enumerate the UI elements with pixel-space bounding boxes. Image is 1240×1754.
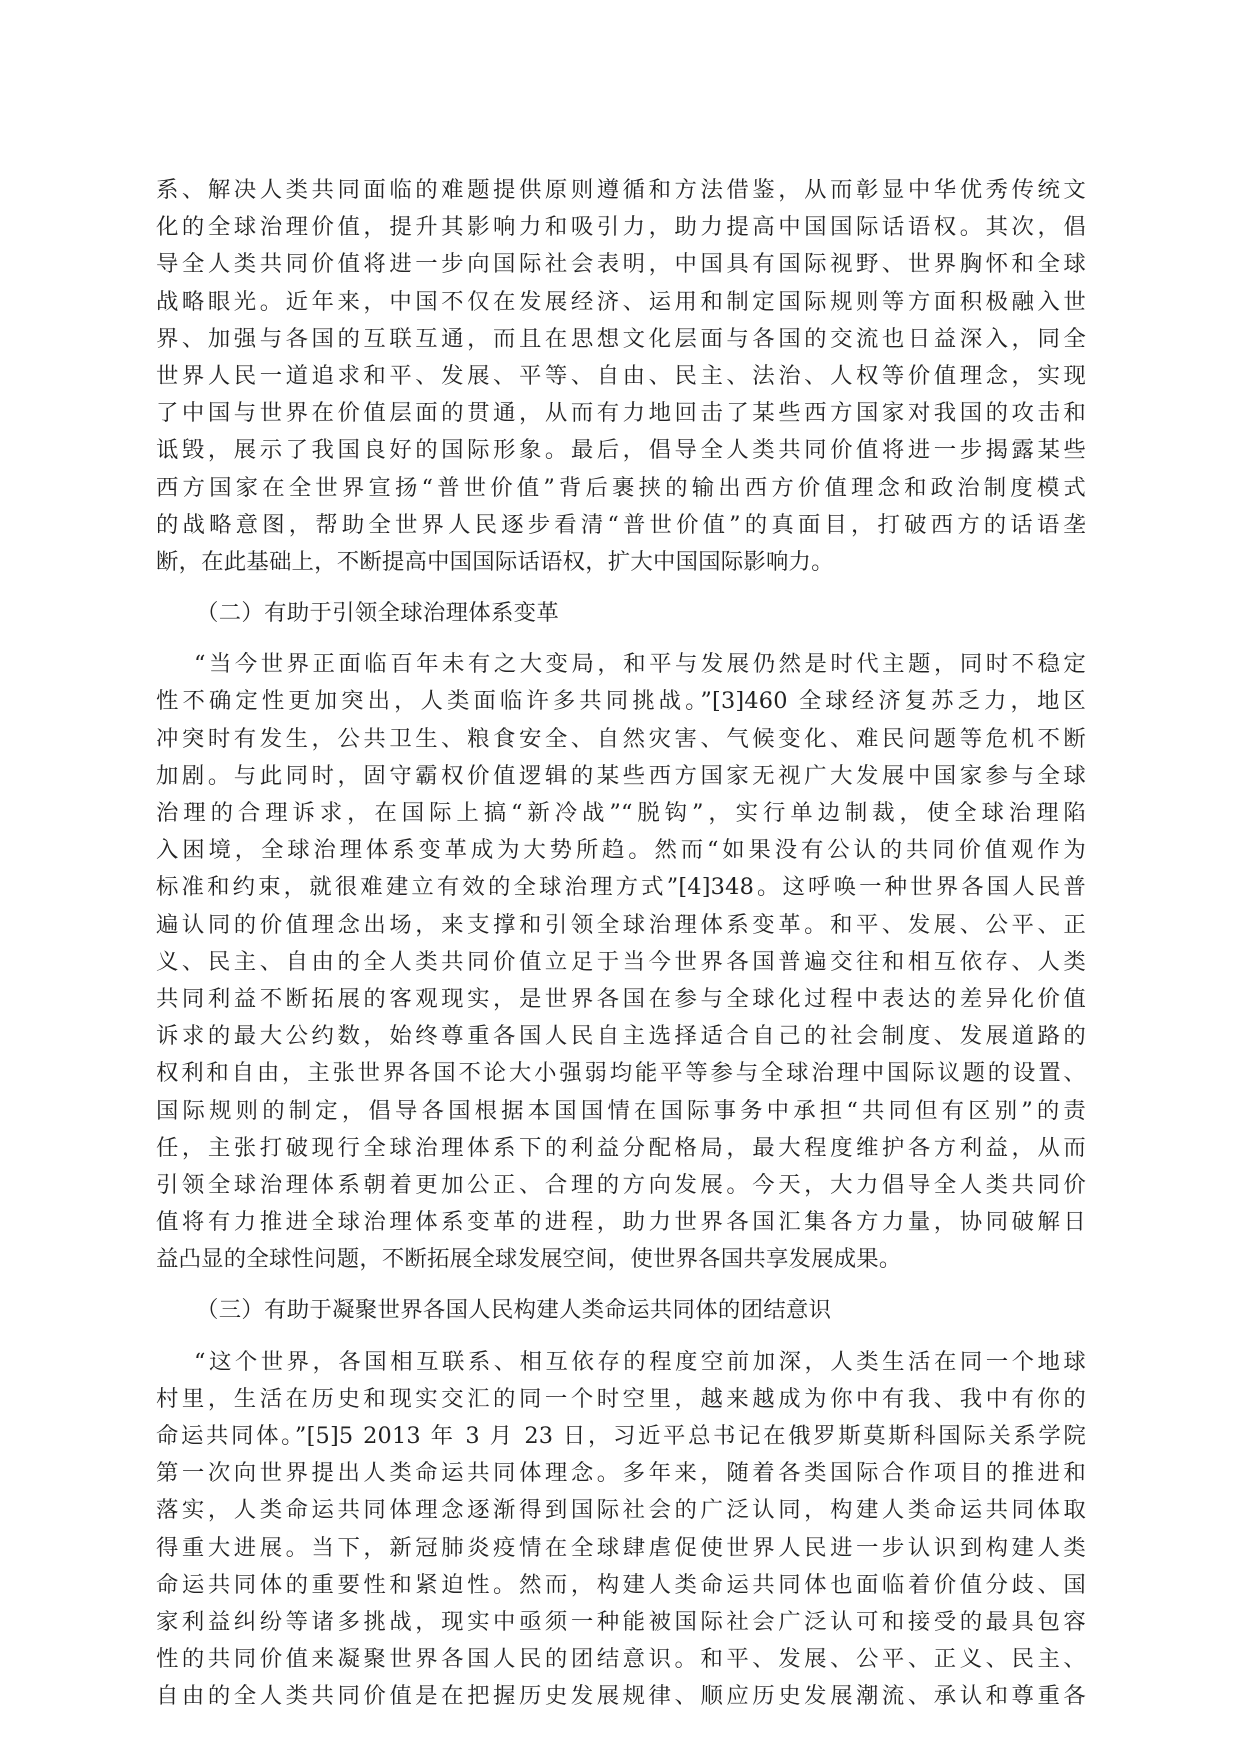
text-line: 了中国与世界在价值层面的贯通，从而有力地回击了某些西方国家对我国的攻击和 bbox=[156, 400, 1086, 427]
text-line: “这个世界，各国相互联系、相互依存的程度空前加深，人类生活在同一个地球 bbox=[194, 1348, 1086, 1375]
text-line: 命运共同体。”[5]5 2013 年 3 月 23 日，习近平总书记在俄罗斯莫斯科国际关系学院 bbox=[156, 1423, 1086, 1449]
text-line: 义、民主、自由的全人类共同价值立足于当今世界各国普遍交往和相互依存、人类 bbox=[156, 948, 1086, 975]
section-heading-2: （二）有助于引领全球治理体系变革 bbox=[196, 600, 560, 627]
text-line: 家利益纠纷等诸多挑战，现实中亟须一种能被国际社会广泛认可和接受的最具包容 bbox=[156, 1608, 1086, 1635]
paragraph-3 bbox=[156, 1344, 1086, 1716]
text-line: 共同利益不断拓展的客观现实，是世界各国在参与全球化过程中表达的差异化价值 bbox=[156, 985, 1086, 1012]
text-line: 国际规则的制定，倡导各国根据本国国情在国际事务中承担“共同但有区别”的责 bbox=[156, 1097, 1086, 1124]
text-line: 权利和自由，主张世界各国不论大小强弱均能平等参与全球治理中国际议题的设置、 bbox=[156, 1060, 1086, 1087]
text-line: 入困境，全球治理体系变革成为大势所趋。然而“如果没有公认的共同价值观作为 bbox=[156, 837, 1086, 864]
text-line: 西方国家在全世界宣扬“普世价值”背后裹挟的输出西方价值理念和政治制度模式 bbox=[156, 474, 1086, 501]
text-line: 遍认同的价值理念出场，来支撑和引领全球治理体系变革。和平、发展、公平、正 bbox=[156, 911, 1086, 938]
text-line: “当今世界正面临百年未有之大变局，和平与发展仍然是时代主题，同时不稳定 bbox=[194, 651, 1086, 678]
text-line: 落实，人类命运共同体理念逐渐得到国际社会的广泛认同，构建人类命运共同体取 bbox=[156, 1497, 1086, 1524]
section-heading-3: （三）有助于凝聚世界各国人民构建人类命运共同体的团结意识 bbox=[196, 1297, 832, 1324]
text-line: 诋毁，展示了我国良好的国际形象。最后，倡导全人类共同价值将进一步揭露某些 bbox=[156, 437, 1086, 464]
text-line: 冲突时有发生，公共卫生、粮食安全、自然灾害、气候变化、难民问题等危机不断 bbox=[156, 725, 1086, 752]
text-line: 战略眼光。近年来，中国不仅在发展经济、运用和制定国际规则等方面积极融入世 bbox=[156, 288, 1086, 315]
text-line: 第一次向世界提出人类命运共同体理念。多年来，随着各类国际合作项目的推进和 bbox=[156, 1460, 1086, 1487]
text-line: 益凸显的全球性问题，不断拓展全球发展空间，使世界各国共享发展成果。 bbox=[156, 1246, 902, 1273]
document-page bbox=[156, 172, 1086, 1716]
text-line: 治理的合理诉求，在国际上搞“新冷战”“脱钩”，实行单边制裁，使全球治理陷 bbox=[156, 800, 1086, 826]
text-line: 断，在此基础上，不断提高中国国际话语权，扩大中国国际影响力。 bbox=[156, 548, 834, 575]
text-line: 自由的全人类共同价值是在把握历史发展规律、顺应历史发展潮流、承认和尊重各 bbox=[156, 1683, 1086, 1710]
text-line: 命运共同体的重要性和紧迫性。然而，构建人类命运共同体也面临着价值分歧、国 bbox=[156, 1571, 1086, 1598]
text-line: 得重大进展。当下，新冠肺炎疫情在全球肆虐促使世界人民进一步认识到构建人类 bbox=[156, 1534, 1086, 1561]
text-line: 诉求的最大公约数，始终尊重各国人民自主选择适合自己的社会制度、发展道路的 bbox=[156, 1023, 1086, 1050]
text-line: 化的全球治理价值，提升其影响力和吸引力，助力提高中国国际话语权。其次，倡 bbox=[156, 214, 1086, 241]
text-line: 导全人类共同价值将进一步向国际社会表明，中国具有国际视野、世界胸怀和全球 bbox=[156, 251, 1086, 278]
text-line: 引领全球治理体系朝着更加公正、合理的方向发展。今天，大力倡导全人类共同价 bbox=[156, 1171, 1086, 1198]
paragraph-2 bbox=[156, 646, 1086, 1278]
text-line: 性不确定性更加突出，人类面临许多共同挑战。”[3]460 全球经济复苏乏力，地区 bbox=[156, 688, 1086, 715]
text-line: 界、加强与各国的互联互通，而且在思想文化层面与各国的交流也日益深入，同全 bbox=[156, 325, 1086, 352]
text-line: 村里，生活在历史和现实交汇的同一个时空里，越来越成为你中有我、我中有你的 bbox=[156, 1385, 1086, 1412]
text-line: 加剧。与此同时，固守霸权价值逻辑的某些西方国家无视广大发展中国家参与全球 bbox=[156, 762, 1086, 789]
text-line: 世界人民一道追求和平、发展、平等、自由、民主、法治、人权等价值理念，实现 bbox=[156, 362, 1086, 389]
text-line: 标准和约束，就很难建立有效的全球治理方式”[4]348。这呼唤一种世界各国人民普 bbox=[156, 874, 1086, 901]
text-line: 系、解决人类共同面临的难题提供原则遵循和方法借鉴，从而彰显中华优秀传统文 bbox=[156, 177, 1086, 203]
text-line: 值将有力推进全球治理体系变革的进程，助力世界各国汇集各方力量，协同破解日 bbox=[156, 1209, 1086, 1236]
text-line: 的战略意图，帮助全世界人民逐步看清“普世价值”的真面目，打破西方的话语垄 bbox=[156, 511, 1086, 538]
paragraph-1 bbox=[156, 172, 1086, 581]
text-line: 任，主张打破现行全球治理体系下的利益分配格局，最大程度维护各方利益，从而 bbox=[156, 1134, 1086, 1161]
text-line: 性的共同价值来凝聚世界各国人民的团结意识。和平、发展、公平、正义、民主、 bbox=[156, 1646, 1086, 1673]
